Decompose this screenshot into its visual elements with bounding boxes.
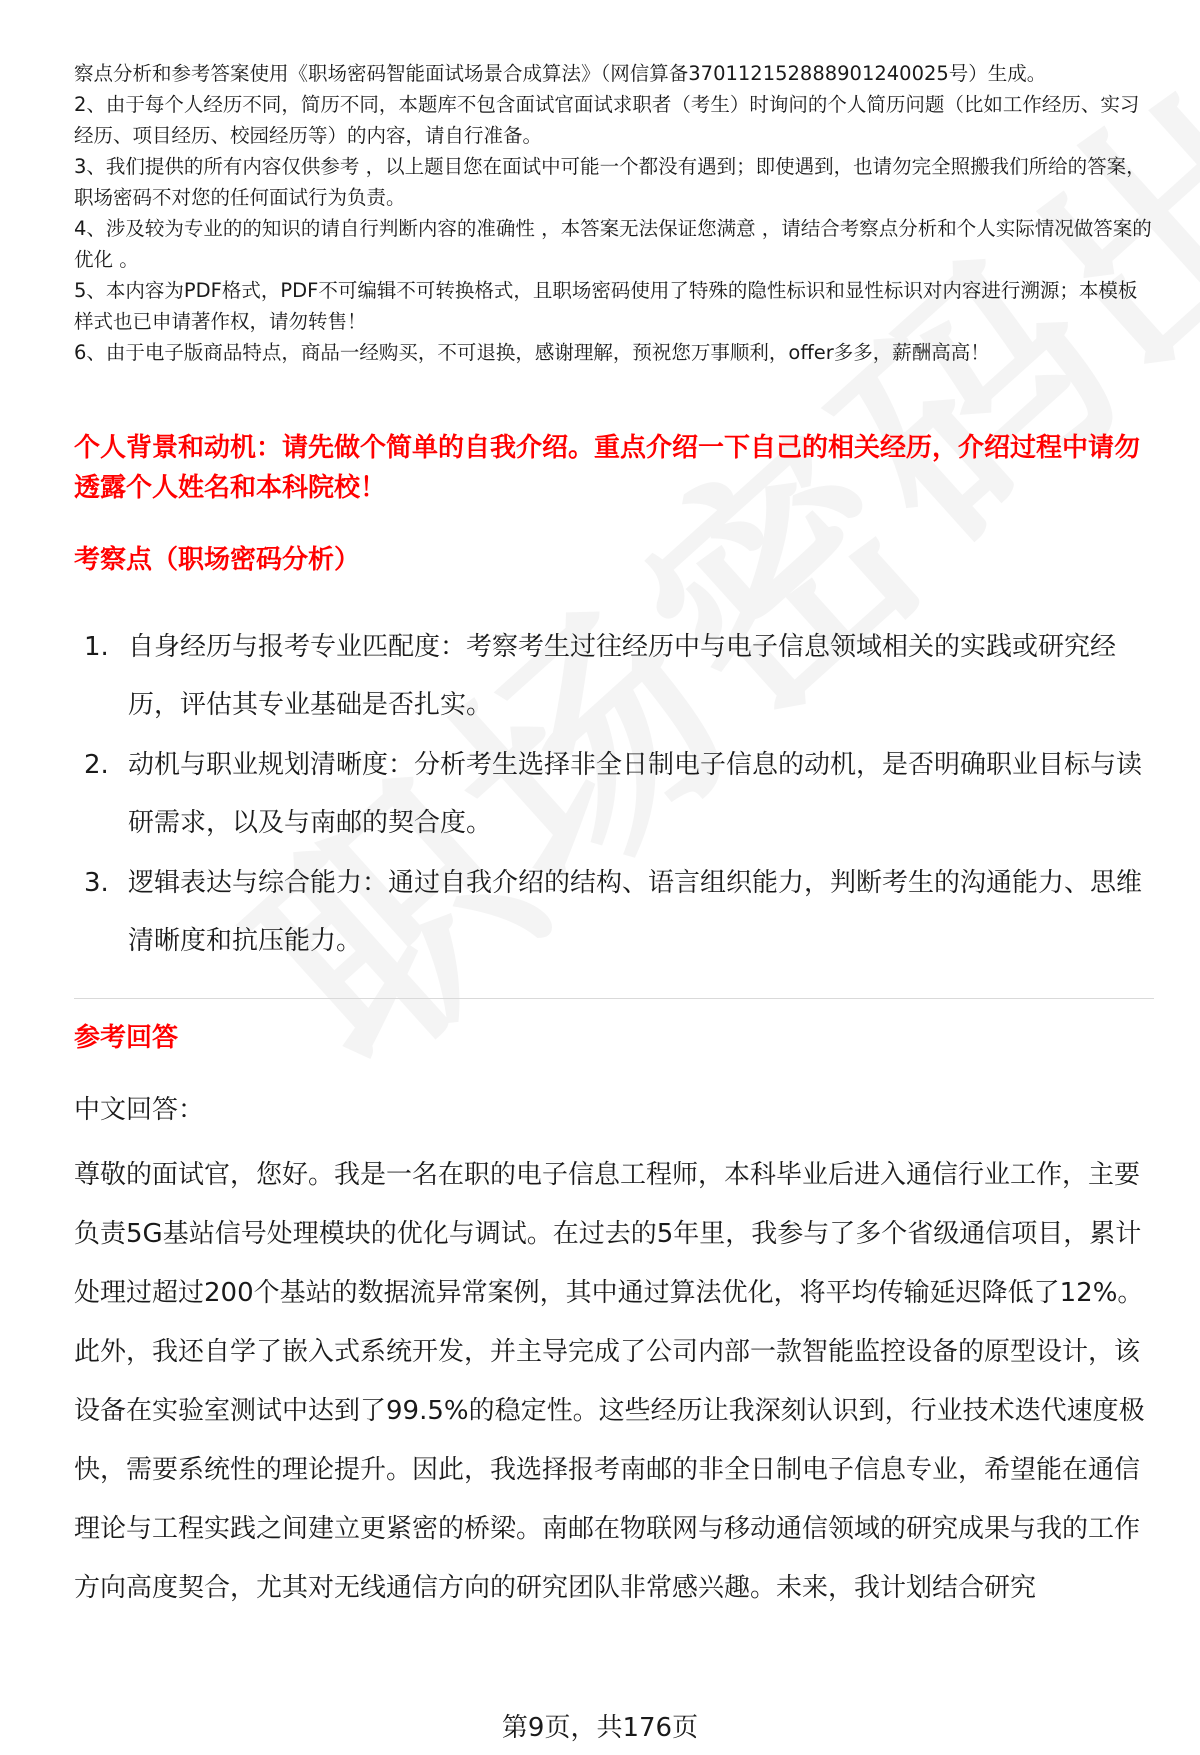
notice-line: 5、本内容为PDF格式，PDF不可编辑不可转换格式，且职场密码使用了特殊的隐性标识和显性标识对内容进行溯源；本模板样式也已申请著作权，请勿转售！	[74, 279, 1138, 333]
list-item-text: 自身经历与报考专业匹配度：考察考生过往经历中与电子信息领域相关的实践或研究经历，评估其专业基础是否扎实。	[128, 632, 1117, 720]
list-item-number: 3.	[84, 868, 109, 898]
notice-line: 3、我们提供的所有内容仅供参考 ，以上题目您在面试中可能一个都没有遇到；即使遇到，也请勿完全照搬我们所给的答案，职场密码不对您的任何面试行为负责。	[74, 155, 1146, 209]
list-item-text: 逻辑表达与综合能力：通过自我介绍的结构、语言组织能力，判断考生的沟通能力、思维清晰度和抗压能力。	[128, 868, 1143, 956]
analysis-heading: 考察点（职场密码分析）	[74, 545, 361, 575]
page-footer: 第9页，共176页	[501, 1713, 699, 1743]
list-item	[74, 854, 1154, 970]
question-heading: 个人背景和动机：请先做个简单的自我介绍。重点介绍一下自己的相关经历，介绍过程中请勿透露个人姓名和本科院校！	[74, 433, 1141, 503]
list-item-text: 动机与职业规划清晰度：分析考生选择非全日制电子信息的动机，是否明确职业目标与读研需求，以及与南邮的契合度。	[128, 750, 1143, 838]
chinese-answer-label: 中文回答：	[74, 1095, 205, 1125]
notice-block	[74, 58, 1154, 368]
analysis-points-list	[74, 618, 1154, 972]
list-item	[74, 618, 1154, 734]
list-item	[74, 736, 1154, 852]
list-item-number: 1.	[84, 632, 109, 662]
notice-line: 2、由于每个人经历不同，简历不同，本题库不包含面试官面试求职者（考生）时询问的个人简历问题（比如工作经历、实习经历、项目经历、校园经历等）的内容，请自行准备。	[74, 93, 1140, 147]
section-divider	[74, 998, 1154, 999]
notice-line: 6、由于电子版商品特点，商品一经购买，不可退换，感谢理解，预祝您万事顺利，offer多多，薪酬高高！	[74, 341, 990, 364]
notice-line: 4、涉及较为专业的的知识的请自行判断内容的准确性 ，本答案无法保证您满意 ，请结合考察点分析和个人实际情况做答案的优化 。	[74, 217, 1152, 271]
answer-heading: 参考回答	[74, 1023, 179, 1053]
list-item-number: 2.	[84, 750, 109, 780]
notice-line: 察点分析和参考答案使用《职场密码智能面试场景合成算法》（网信算备370112152888901240025号）生成。	[74, 62, 1047, 85]
answer-paragraph: 尊敬的面试官，您好。我是一名在职的电子信息工程师，本科毕业后进入通信行业工作，主要负责5G基站信号处理模块的优化与调试。在过去的5年里，我参与了多个省级通信项目，累计处理过超过200个基站的数据流异常案例，其中通过算法优化，将平均传输延迟降低了12%。此外，我还自学了嵌入式系统开发，并主导完成了公司内部一款智能监控设备的原型设计，该设备在实验室测试中达到了99.5%的稳定性。这些经历让我深刻认识到，行业技术迭代速度极快，需要系统性的理论提升。因此，我选择报考南邮的非全日制电子信息专业，希望能在通信理论与工程实践之间建立更紧密的桥梁。南邮在物联网与移动通信领域的研究成果与我的工作方向高度契合，尤其对无线通信方向的研究团队非常感兴趣。未来，我计划结合研究	[74, 1160, 1145, 1603]
